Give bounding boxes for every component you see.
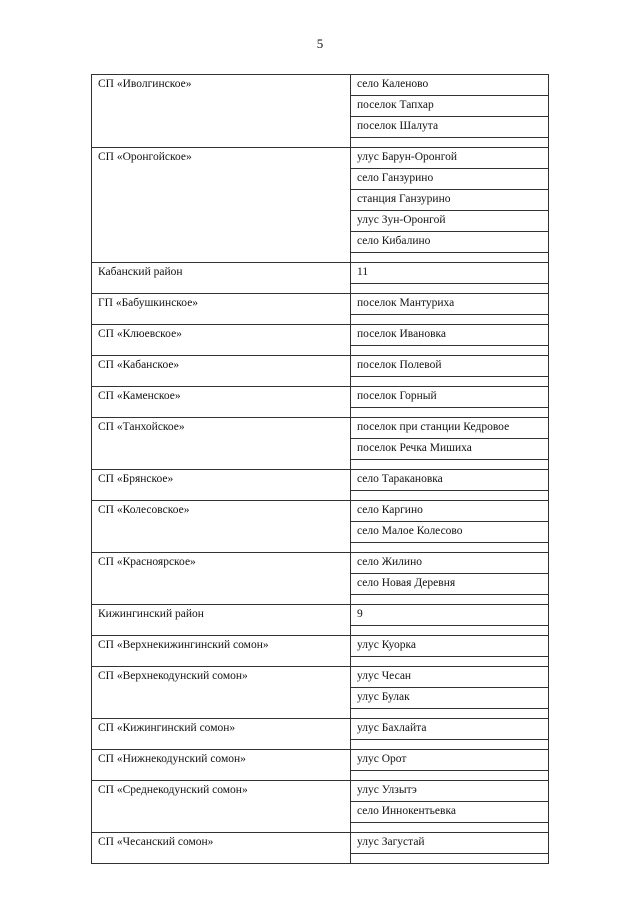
settlements-table	[91, 74, 549, 864]
settlement-item: улус Загустай	[351, 833, 548, 854]
settlement-item: улус Зун-Оронгой	[351, 211, 548, 232]
table-row	[92, 667, 549, 719]
settlement-item: станция Ганзурино	[351, 190, 548, 211]
settlements-cell	[351, 605, 549, 636]
cell-spacer	[351, 626, 548, 635]
table-row	[92, 356, 549, 387]
cell-spacer	[351, 253, 548, 262]
municipality-cell: СП «Нижнекодунский сомон»	[92, 750, 351, 781]
settlement-item: 9	[351, 605, 548, 626]
settlements-cell	[351, 325, 549, 356]
settlement-item: поселок Полевой	[351, 356, 548, 377]
municipality-cell: СП «Чесанский сомон»	[92, 833, 351, 864]
settlements-cell	[351, 553, 549, 605]
settlement-item: село Каргино	[351, 501, 548, 522]
cell-spacer	[351, 657, 548, 666]
cell-spacer	[351, 377, 548, 386]
municipality-cell: Кабанский район	[92, 263, 351, 294]
municipality-cell: СП «Кижингинский сомон»	[92, 719, 351, 750]
settlement-item: поселок Горный	[351, 387, 548, 408]
settlements-cell	[351, 387, 549, 418]
table-row	[92, 781, 549, 833]
table-row	[92, 750, 549, 781]
settlements-table-body	[92, 75, 549, 864]
municipality-cell: СП «Верхнекодунский сомон»	[92, 667, 351, 719]
cell-spacer	[351, 543, 548, 552]
municipality-cell: СП «Красноярское»	[92, 553, 351, 605]
settlement-item: улус Барун-Оронгой	[351, 148, 548, 169]
table-row	[92, 263, 549, 294]
settlement-item: улус Булак	[351, 688, 548, 709]
municipality-cell: ГП «Бабушкинское»	[92, 294, 351, 325]
settlements-cell	[351, 781, 549, 833]
cell-spacer	[351, 346, 548, 355]
cell-spacer	[351, 740, 548, 749]
settlement-item: поселок при станции Кедровое	[351, 418, 548, 439]
municipality-cell: Кижингинский район	[92, 605, 351, 636]
settlement-item: улус Бахлайта	[351, 719, 548, 740]
cell-spacer	[351, 408, 548, 417]
settlements-cell	[351, 833, 549, 864]
municipality-cell: СП «Кабанское»	[92, 356, 351, 387]
settlements-cell	[351, 501, 549, 553]
settlement-item: село Жилино	[351, 553, 548, 574]
settlement-item: поселок Речка Мишиха	[351, 439, 548, 460]
settlement-item: 11	[351, 263, 548, 284]
settlements-cell	[351, 667, 549, 719]
page-number: 5	[316, 36, 324, 51]
settlement-item: село Иннокентьевка	[351, 802, 548, 823]
municipality-cell: СП «Оронгойское»	[92, 148, 351, 263]
table-row	[92, 501, 549, 553]
municipality-cell: СП «Колесовское»	[92, 501, 351, 553]
settlement-item: село Новая Деревня	[351, 574, 548, 595]
cell-spacer	[351, 709, 548, 718]
cell-spacer	[351, 460, 548, 469]
municipality-cell: СП «Иволгинское»	[92, 75, 351, 148]
settlement-item: село Кибалино	[351, 232, 548, 253]
table-row	[92, 294, 549, 325]
cell-spacer	[351, 491, 548, 500]
settlement-item: село Каленово	[351, 75, 548, 96]
settlements-cell	[351, 263, 549, 294]
table-row	[92, 325, 549, 356]
settlements-cell	[351, 636, 549, 667]
cell-spacer	[351, 771, 548, 780]
cell-spacer	[351, 595, 548, 604]
table-row	[92, 553, 549, 605]
table-row	[92, 418, 549, 470]
settlements-cell	[351, 418, 549, 470]
settlement-item: улус Улзытэ	[351, 781, 548, 802]
cell-spacer	[351, 854, 548, 863]
cell-spacer	[351, 315, 548, 324]
municipality-cell: СП «Танхойское»	[92, 418, 351, 470]
settlements-cell	[351, 75, 549, 148]
table-row	[92, 719, 549, 750]
settlement-item: улус Чесан	[351, 667, 548, 688]
municipality-cell: СП «Клюевское»	[92, 325, 351, 356]
municipality-cell: СП «Верхнекижингинский сомон»	[92, 636, 351, 667]
settlement-item: село Малое Колесово	[351, 522, 548, 543]
settlements-cell	[351, 470, 549, 501]
settlements-cell	[351, 750, 549, 781]
table-row	[92, 387, 549, 418]
table-row	[92, 636, 549, 667]
settlement-item: поселок Шалута	[351, 117, 548, 138]
table-row	[92, 833, 549, 864]
table-row	[92, 470, 549, 501]
cell-spacer	[351, 138, 548, 147]
settlement-item: поселок Тапхар	[351, 96, 548, 117]
municipality-cell: СП «Каменское»	[92, 387, 351, 418]
cell-spacer	[351, 284, 548, 293]
cell-spacer	[351, 823, 548, 832]
settlements-cell	[351, 356, 549, 387]
settlement-item: улус Куорка	[351, 636, 548, 657]
settlement-item: поселок Мантуриха	[351, 294, 548, 315]
settlement-item: село Тараканoвка	[351, 470, 548, 491]
settlements-cell	[351, 294, 549, 325]
settlements-cell	[351, 148, 549, 263]
settlement-item: поселок Ивановка	[351, 325, 548, 346]
table-row	[92, 75, 549, 148]
settlement-item: улус Орот	[351, 750, 548, 771]
municipality-cell: СП «Среднекодунский сомон»	[92, 781, 351, 833]
settlement-item: село Ганзурино	[351, 169, 548, 190]
settlements-cell	[351, 719, 549, 750]
table-row	[92, 148, 549, 263]
municipality-cell: СП «Брянское»	[92, 470, 351, 501]
table-row	[92, 605, 549, 636]
